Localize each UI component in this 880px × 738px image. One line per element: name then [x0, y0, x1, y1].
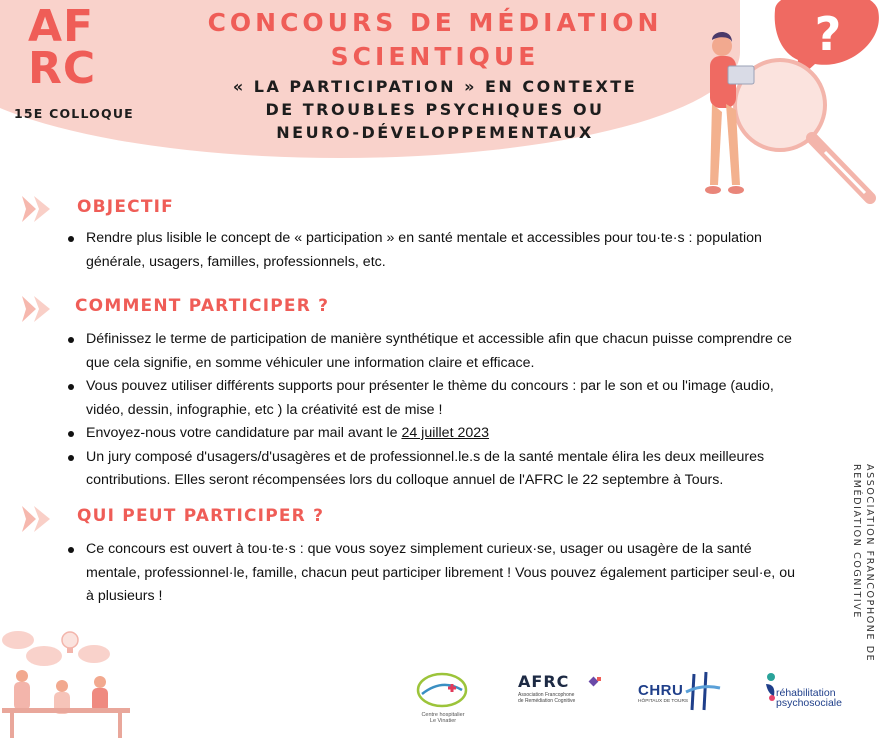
question-mark-icon: ?: [814, 7, 842, 61]
afrc-partner-name: AFRC: [518, 672, 570, 691]
subtitle-line-3: NEURO-DÉVELOPPEMENTAUX: [276, 123, 594, 142]
qui-peut-participer-list: [64, 538, 834, 609]
chru-name: CHRU: [638, 682, 684, 699]
subtitle-line-2: DE TROUBLES PSYCHIQUES OU: [265, 100, 605, 119]
chru-mark: [684, 670, 724, 714]
title-line-2: SCIENTIQUE: [330, 42, 540, 71]
list-item: Envoyez-nous votre candidature par mail avant le 24 juillet 2023: [64, 422, 834, 446]
double-chevron-arrow-icon: [22, 196, 54, 222]
section-heading-objectif: OBJECTIF: [77, 197, 174, 217]
comment-participer-list: [64, 328, 834, 493]
subtitle-line-1: « LA PARTICIPATION » EN CONTEXTE: [232, 77, 638, 96]
list-item: Vous pouvez utiliser différents supports pour présenter le thème du concours : par le son et ou l'image (audio, vidéo, dessin, infographie, etc ) la créativité est de mise !: [64, 375, 834, 422]
list-item: Ce concours est ouvert à tou·te·s : que vous soyez simplement curieux·se, usager ou usagère de la santé mentale, professionnel·le, famille, chacun peut participer librement ! Vous pouvez également participer seul·e, ou à plusieurs !: [64, 538, 834, 609]
logo-line-2: RC: [28, 43, 97, 94]
vinatier-mark: [412, 668, 474, 712]
title-line-1: CONCOURS DE MÉDIATION: [207, 8, 663, 37]
section-heading-qui-peut-participer: QUI PEUT PARTICIPER ?: [77, 506, 325, 526]
afrc-partner-mark: [588, 676, 604, 692]
double-chevron-arrow-icon: [22, 296, 54, 322]
list-item: Rendre plus lisible le concept de « participation » en santé mentale et accessibles pour tou·te·s : population générale, usagers, familles, professionnels, etc.: [64, 227, 824, 274]
afrc-logo: [28, 1, 108, 94]
list-item: Définissez le terme de participation de manière synthétique et accessible afin que chacun puisse comprendre ce que cela signifie, en somme véhiculer une information claire et efficace.: [64, 328, 834, 375]
magnifying-glass-icon: [735, 60, 870, 198]
vinatier-logo: Centre hospitalier Le Vinatier: [412, 668, 474, 728]
meeting-people-illustration: [0, 618, 140, 738]
colloque-label: 15E COLLOQUE: [14, 106, 134, 121]
section-heading-comment-participer: COMMENT PARTICIPER ?: [75, 296, 330, 316]
lightbulb-icon: [62, 632, 78, 648]
deadline-date: 24 juillet 2023: [401, 425, 490, 441]
chru-logo: CHRU HÔPITAUX DE TOURS: [638, 670, 724, 714]
list-item: Un jury composé d'usagers/d'usagères et de professionnel.le.s de la santé mentale élira les deux meilleures contributions. Elles seront récompensées lors du colloque annuel de l'AFRC le 22 septembre à Tours.: [64, 446, 834, 493]
title-block: [200, 6, 670, 143]
rehabilitation-psychosociale-logo: réhabilitation psychosociale: [762, 670, 846, 710]
association-vertical-label: ASSOCIATION FRANCOPHONE DE REMÉDIATION COGNITIVE: [851, 464, 875, 663]
objectif-list: [64, 227, 824, 274]
afrc-partner-logo: AFRC Association Francophone de Remédiation Cognitive: [518, 672, 604, 712]
logo-line-1: AF: [28, 1, 95, 52]
double-chevron-arrow-icon: [22, 506, 54, 532]
person-with-question-illustration: [680, 0, 880, 210]
